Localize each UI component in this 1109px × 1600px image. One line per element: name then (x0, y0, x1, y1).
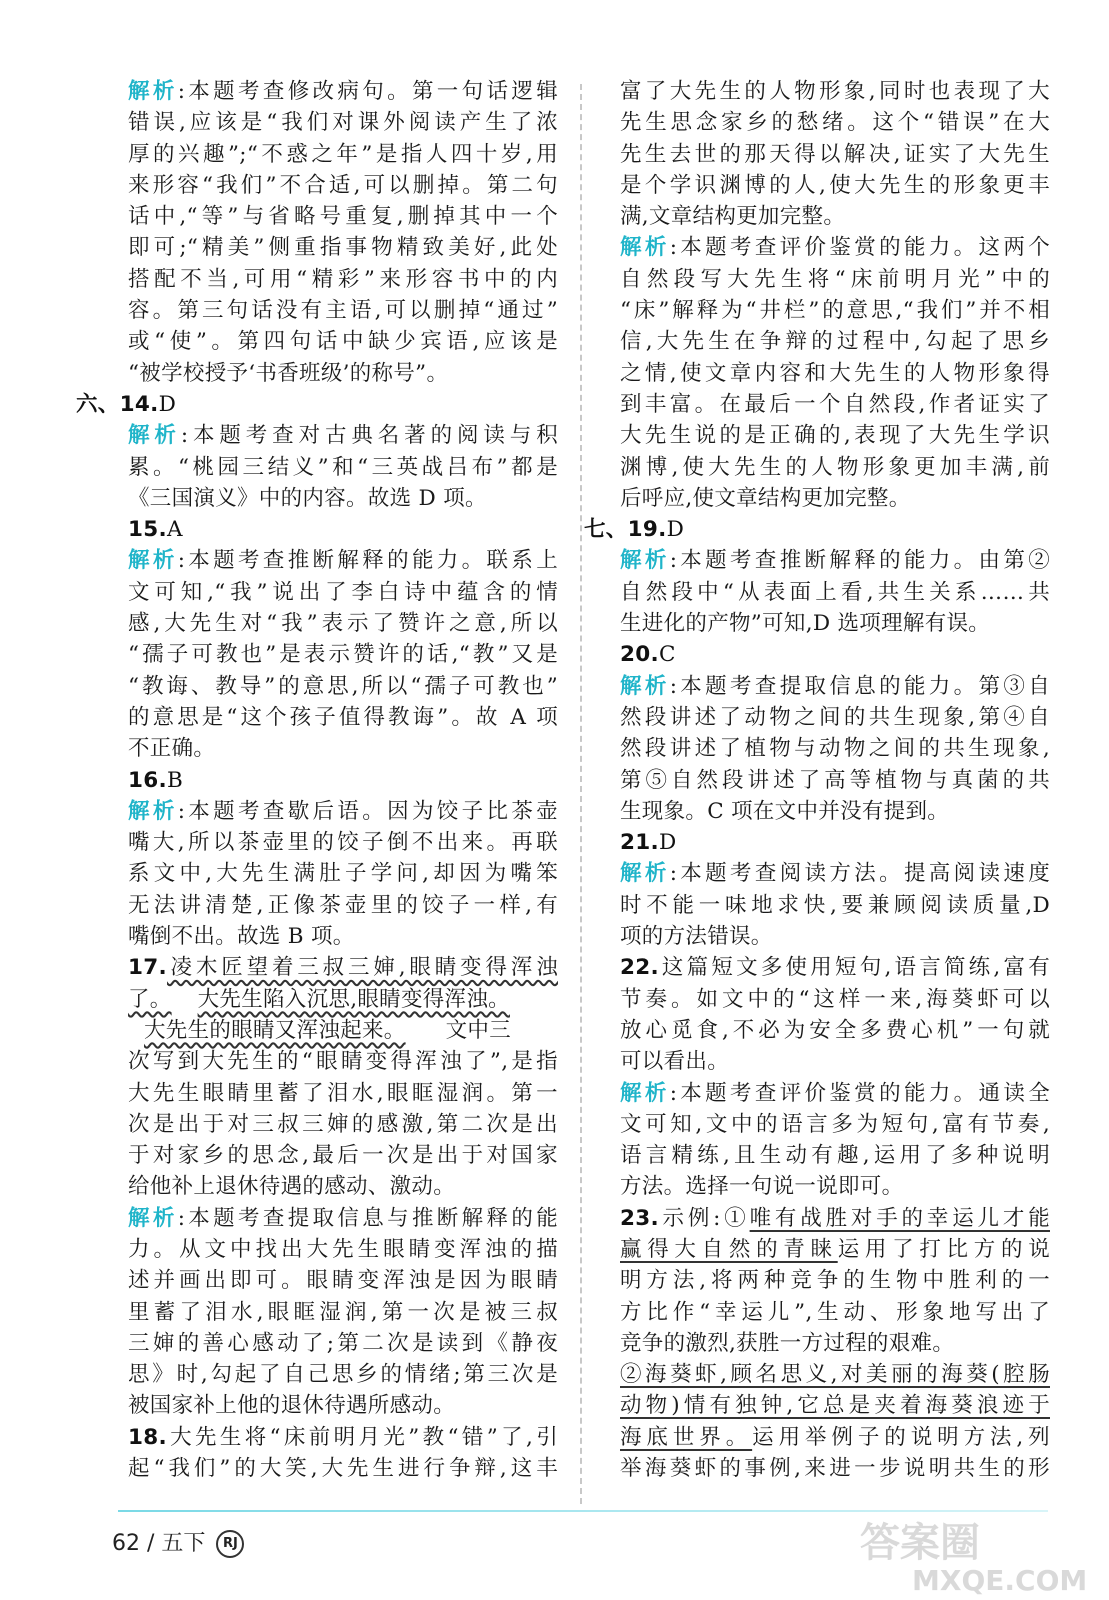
analysis-text: 容。第三句话没有主语,可以删掉“通过” (128, 298, 558, 324)
analysis-line (112, 358, 558, 389)
question-number-line (112, 765, 558, 796)
analysis-line (112, 545, 558, 576)
wavy-answer-3: 大先生的眼睛又浑浊起来。 (144, 1017, 406, 1043)
analysis-text: 时不能一味地求快,要兼顾阅读质量,D (620, 892, 1050, 918)
analysis-line (620, 765, 1050, 796)
text-line: 放心觅食,不必为安全多费心机”一句就 (620, 1017, 1050, 1043)
wavy-answer-2a: 了。 (128, 986, 172, 1012)
analysis-line (112, 577, 558, 608)
analysis-line (620, 483, 1050, 514)
page-footer (112, 1526, 244, 1558)
text-line: 次写到大先生的“眼睛变得浑浊了”,是指 (128, 1049, 558, 1075)
text-line: 方比作“幸运儿”,生动、形象地写出了 (620, 1299, 1050, 1325)
analysis-line (112, 232, 558, 263)
analysis-text: 语言精练,且生动有趣,运用了多种说明 (620, 1143, 1050, 1169)
analysis-line (620, 890, 1050, 921)
page-number: 62 (112, 1531, 140, 1556)
q17-line-1 (112, 952, 558, 983)
analysis-text: 力。从文中找出大先生眼睛变浑浊的描 (128, 1236, 558, 1262)
analysis-text: 然段讲述了动物之间的共生现象,第④自 (620, 704, 1050, 730)
analysis-text: 里蓄了泪水,眼眶湿润,第一次是被三叔 (128, 1299, 558, 1325)
analysis-text: 自然段中“从表面上看,共生关系……共 (620, 579, 1050, 605)
watermark-text-top: 答案圈 (860, 1520, 980, 1566)
analysis-label: 解析 (128, 423, 181, 449)
text-line: 起“我们”的大笑,大先生进行争辩,这丰 (128, 1456, 558, 1482)
analysis-line (620, 796, 1050, 827)
analysis-text: 错误,应该是“我们对课外阅读产生了浓 (128, 110, 558, 136)
analysis-text: 到丰富。在最后一个自然段,作者证实了 (620, 391, 1050, 417)
analysis-text: 累。“桃园三结义”和“三英战吕布”都是 (128, 454, 558, 480)
analysis-text: :本题考查提取信息的能力。第③自 (669, 673, 1050, 699)
analysis-text: 即可;“精美”侧重指事物精致美好,此处 (128, 235, 558, 261)
q23-prefix: 示例:① (659, 1205, 750, 1231)
analysis-line (112, 1203, 558, 1234)
right-column (584, 76, 1050, 1484)
answer-value: A (167, 517, 183, 543)
text-line: 可以看出。 (620, 1049, 730, 1075)
analysis-line (112, 639, 558, 670)
analysis-text: :本题考查推断解释的能力。由第② (669, 548, 1050, 574)
analysis-line (620, 733, 1050, 764)
analysis-text: 嘴倒不出。故选 B 项。 (128, 924, 355, 950)
analysis-line (112, 608, 558, 639)
analysis-text: 第⑤自然段讲述了高等植物与真菌的共 (620, 767, 1050, 793)
analysis-text: 信,大先生在争辩的过程中,勾起了思乡 (620, 329, 1050, 355)
question-number: 六、14. (76, 391, 159, 417)
question-number-line (112, 514, 558, 545)
question-number-line (584, 514, 1050, 545)
analysis-text: 后呼应,使文章结构更加完整。 (620, 485, 911, 511)
text-line: 明方法,将两种竞争的生物中胜利的一 (620, 1268, 1050, 1294)
analysis-text: 嘴大,所以茶壶里的饺子倒不出来。再联 (128, 830, 558, 856)
analysis-line (112, 702, 558, 733)
text-line: 于对家乡的思念,最后一次是出于对国家 (128, 1143, 558, 1169)
analysis-text: 搭配不当,可用“精彩”来形容书中的内 (128, 266, 558, 292)
analysis-text: 文可知,“我”说出了李白诗中蕴含的情 (128, 579, 558, 605)
question-number: 22. (620, 955, 659, 981)
q23-line-6 (620, 1359, 1050, 1390)
analysis-text: 的意思是“这个孩子值得教诲”。故 A 项 (128, 704, 558, 730)
analysis-line (112, 295, 558, 326)
analysis-text: 之情,使文章内容和大先生的人物形象得 (620, 360, 1050, 386)
analysis-line (620, 858, 1050, 889)
analysis-text: “孺子可教也”是表示赞许的话,“教”又是 (128, 642, 558, 668)
analysis-text: 项的方法错误。 (620, 924, 773, 950)
analysis-line (620, 264, 1050, 295)
analysis-text: 厚的兴趣”;“不惑之年”是指人四十岁,用 (128, 141, 558, 167)
analysis-text: :本题考查阅读方法。提高阅读速度 (669, 861, 1050, 887)
analysis-line (112, 1359, 558, 1390)
analysis-line (620, 545, 1050, 576)
watermark-logo (852, 1512, 1102, 1596)
analysis-text: :本题考查提取信息与推断解释的能 (177, 1205, 558, 1231)
analysis-line (112, 452, 558, 483)
analysis-label: 解析 (620, 673, 670, 699)
q17-tail: 文中三 (445, 1017, 512, 1043)
q23-line-7 (620, 1390, 1050, 1421)
analysis-line (112, 483, 558, 514)
analysis-text: 被国家补上他的退休待遇所感动。 (128, 1393, 456, 1419)
answer-value: D (666, 517, 685, 543)
text-line: 大先生眼睛里蓄了泪水,眼眶湿润。第一 (128, 1080, 558, 1106)
analysis-text: 思》时,勾起了自己思乡的情绪;第三次是 (128, 1362, 558, 1388)
analysis-text: 然段讲述了植物与动物之间的共生现象, (620, 736, 1050, 762)
analysis-line (620, 295, 1050, 326)
analysis-text: 来形容“我们”不合适,可以删掉。第二句 (128, 172, 558, 198)
analysis-line (112, 139, 558, 170)
underlined-answer: 动物)情有独钟,它总是夹着海葵浪迹于 (620, 1393, 1050, 1419)
analysis-line (112, 858, 558, 889)
analysis-line (620, 577, 1050, 608)
analysis-line (112, 671, 558, 702)
q23-text: 运用举例子的说明方法,列 (752, 1424, 1050, 1450)
analysis-text: :本题考查歇后语。因为饺子比茶壶 (177, 798, 558, 824)
analysis-line (112, 420, 558, 451)
analysis-line (112, 264, 558, 295)
analysis-text: “被学校授予‘书香班级’的称号”。 (128, 360, 449, 386)
analysis-label: 解析 (620, 861, 670, 887)
question-number: 七、19. (584, 517, 667, 543)
analysis-line (112, 326, 558, 357)
analysis-label: 解析 (620, 548, 670, 574)
question-number: 20. (620, 642, 659, 668)
underlined-answer: ②海葵虾,顾名思义,对美丽的海葵(腔肠 (620, 1362, 1050, 1388)
wavy-answer-1: 凌木匠望着三叔三婶,眼睛变得浑浊 (167, 955, 558, 981)
question-number: 15. (128, 517, 167, 543)
underlined-answer: 唯有战胜对手的幸运儿才能 (749, 1205, 1050, 1231)
analysis-text: 渊博,使大先生的人物形象更加丰满,前 (620, 454, 1050, 480)
analysis-text: 述并画出即可。眼睛变浑浊是因为眼睛 (128, 1268, 558, 1294)
column-divider (580, 84, 582, 1504)
analysis-text: :本题考查评价鉴赏的能力。这两个 (669, 235, 1050, 261)
q23-line-1 (620, 1203, 1050, 1234)
analysis-text: 三婶的善心感动了;第二次是读到《静夜 (128, 1330, 558, 1356)
analysis-text: 感,大先生对“我”表示了赞许之意,所以 (128, 611, 558, 637)
analysis-line (112, 1390, 558, 1421)
q18-text: 大先生将“床前明月光”教“错”了,引 (167, 1424, 558, 1450)
q18-line-1 (112, 1422, 558, 1453)
footer-separator: / (147, 1531, 155, 1556)
analysis-text: “床”解释为“井栏”的意思,“我们”并不相 (620, 298, 1050, 324)
analysis-text: :本题考查评价鉴赏的能力。通读全 (669, 1080, 1050, 1106)
analysis-line (112, 827, 558, 858)
book-name: 五下 (161, 1531, 206, 1556)
analysis-line (620, 1109, 1050, 1140)
answer-value: C (659, 642, 676, 668)
question-number: 18. (128, 1424, 167, 1450)
text-line: 给他补上退休待遇的感动、激动。 (128, 1174, 456, 1200)
q23-text: 运用了打比方的说 (837, 1236, 1050, 1262)
analysis-line (112, 201, 558, 232)
analysis-line (620, 1140, 1050, 1171)
watermark-text-bottom: MXQE.COM (912, 1564, 1088, 1596)
analysis-text: 话中,“等”与省略号重复,删掉其中一个 (128, 204, 558, 230)
q17-line-2 (112, 984, 558, 1015)
q23-line-2 (620, 1234, 1050, 1265)
analysis-text: 生现象。C 项在文中并没有提到。 (620, 798, 950, 824)
analysis-line (112, 890, 558, 921)
analysis-text: 系文中,大先生满肚子学问,却因为嘴笨 (128, 861, 558, 887)
analysis-line (620, 1078, 1050, 1109)
question-number: 23. (620, 1205, 659, 1231)
text-line: 竞争的激烈,获胜一方过程的艰难。 (620, 1330, 955, 1356)
text-line: 举海葵虾的事例,来进一步说明共生的形 (620, 1456, 1050, 1482)
analysis-text: 或“使”。第四句话中缺少宾语,应该是 (128, 329, 558, 355)
analysis-line (620, 452, 1050, 483)
text-line: 次是出于对三叔三婶的感激,第二次是出 (128, 1111, 558, 1137)
q22-text: 这篇短文多使用短句,语言简练,富有 (659, 955, 1050, 981)
analysis-label: 解析 (128, 548, 178, 574)
q22-line-1 (620, 952, 1050, 983)
analysis-line (112, 1297, 558, 1328)
analysis-line (112, 76, 558, 107)
analysis-line (112, 107, 558, 138)
analysis-line (112, 733, 558, 764)
answer-value: B (167, 767, 184, 793)
answer-value: D (158, 391, 177, 417)
analysis-line (112, 796, 558, 827)
question-number: 16. (128, 767, 167, 793)
analysis-text: 生进化的产物”可知,D 选项理解有误。 (620, 611, 991, 637)
text-line: 满,文章结构更加完整。 (620, 204, 846, 230)
analysis-line (112, 921, 558, 952)
answer-value: D (659, 830, 677, 856)
left-column (76, 76, 558, 1484)
analysis-text: 自然段写大先生将“床前明月光”中的 (620, 266, 1050, 292)
analysis-text: 方法。选择一句说一说即可。 (620, 1174, 904, 1200)
analysis-line (620, 921, 1050, 952)
question-number-line (76, 389, 558, 420)
analysis-line (620, 358, 1050, 389)
underlined-answer: 赢得大自然的青睐 (620, 1236, 838, 1262)
wavy-answer-2b: 大先生陷入沉思,眼睛变得浑浊。 (197, 986, 510, 1012)
question-number-line (620, 639, 1050, 670)
analysis-line (112, 1265, 558, 1296)
analysis-line (620, 232, 1050, 263)
text-line: 先生去世的那天得以解决,证实了大先生 (620, 141, 1050, 167)
analysis-text: :本题考查修改病句。第一句话逻辑 (177, 79, 558, 104)
analysis-line (620, 420, 1050, 451)
analysis-line (620, 671, 1050, 702)
analysis-line (620, 389, 1050, 420)
question-number: 21. (620, 830, 659, 856)
edition-badge: RJ (216, 1530, 244, 1558)
analysis-line (620, 1171, 1050, 1202)
analysis-line (620, 326, 1050, 357)
analysis-label: 解析 (128, 1205, 178, 1231)
analysis-text: 文可知,文中的语言多为短句,富有节奏, (620, 1111, 1050, 1137)
analysis-line (620, 702, 1050, 733)
q17-line-3 (112, 1015, 558, 1046)
analysis-text: 《三国演义》中的内容。故选 D 项。 (128, 485, 487, 511)
analysis-label: 解析 (620, 235, 670, 261)
analysis-text: 不正确。 (128, 736, 216, 762)
analysis-line (112, 170, 558, 201)
analysis-line (112, 1234, 558, 1265)
analysis-text: :本题考查推断解释的能力。联系上 (177, 548, 558, 574)
text-line: 是个学识渊博的人,使大先生的形象更丰 (620, 172, 1050, 198)
analysis-label: 解析 (620, 1080, 670, 1106)
analysis-text: “教诲、教导”的意思,所以“孺子可教也” (128, 673, 558, 699)
analysis-line (620, 608, 1050, 639)
text-line: 富了大先生的人物形象,同时也表现了大 (620, 79, 1050, 104)
analysis-label: 解析 (128, 79, 178, 104)
analysis-text: :本题考查对古典名著的阅读与积 (180, 423, 558, 449)
text-line: 先生思念家乡的愁绪。这个“错误”在大 (620, 110, 1050, 136)
analysis-text: 大先生说的是正确的,表现了大先生学识 (620, 423, 1050, 449)
analysis-line (112, 1328, 558, 1359)
question-number-line (620, 827, 1050, 858)
underlined-answer: 海底世界。 (620, 1424, 753, 1450)
analysis-text: 无法讲清楚,正像茶壶里的饺子一样,有 (128, 892, 558, 918)
analysis-label: 解析 (128, 798, 178, 824)
text-line: 节奏。如文中的“这样一来,海葵虾可以 (620, 986, 1050, 1012)
question-number: 17. (128, 955, 167, 981)
q23-line-8 (620, 1422, 1050, 1453)
